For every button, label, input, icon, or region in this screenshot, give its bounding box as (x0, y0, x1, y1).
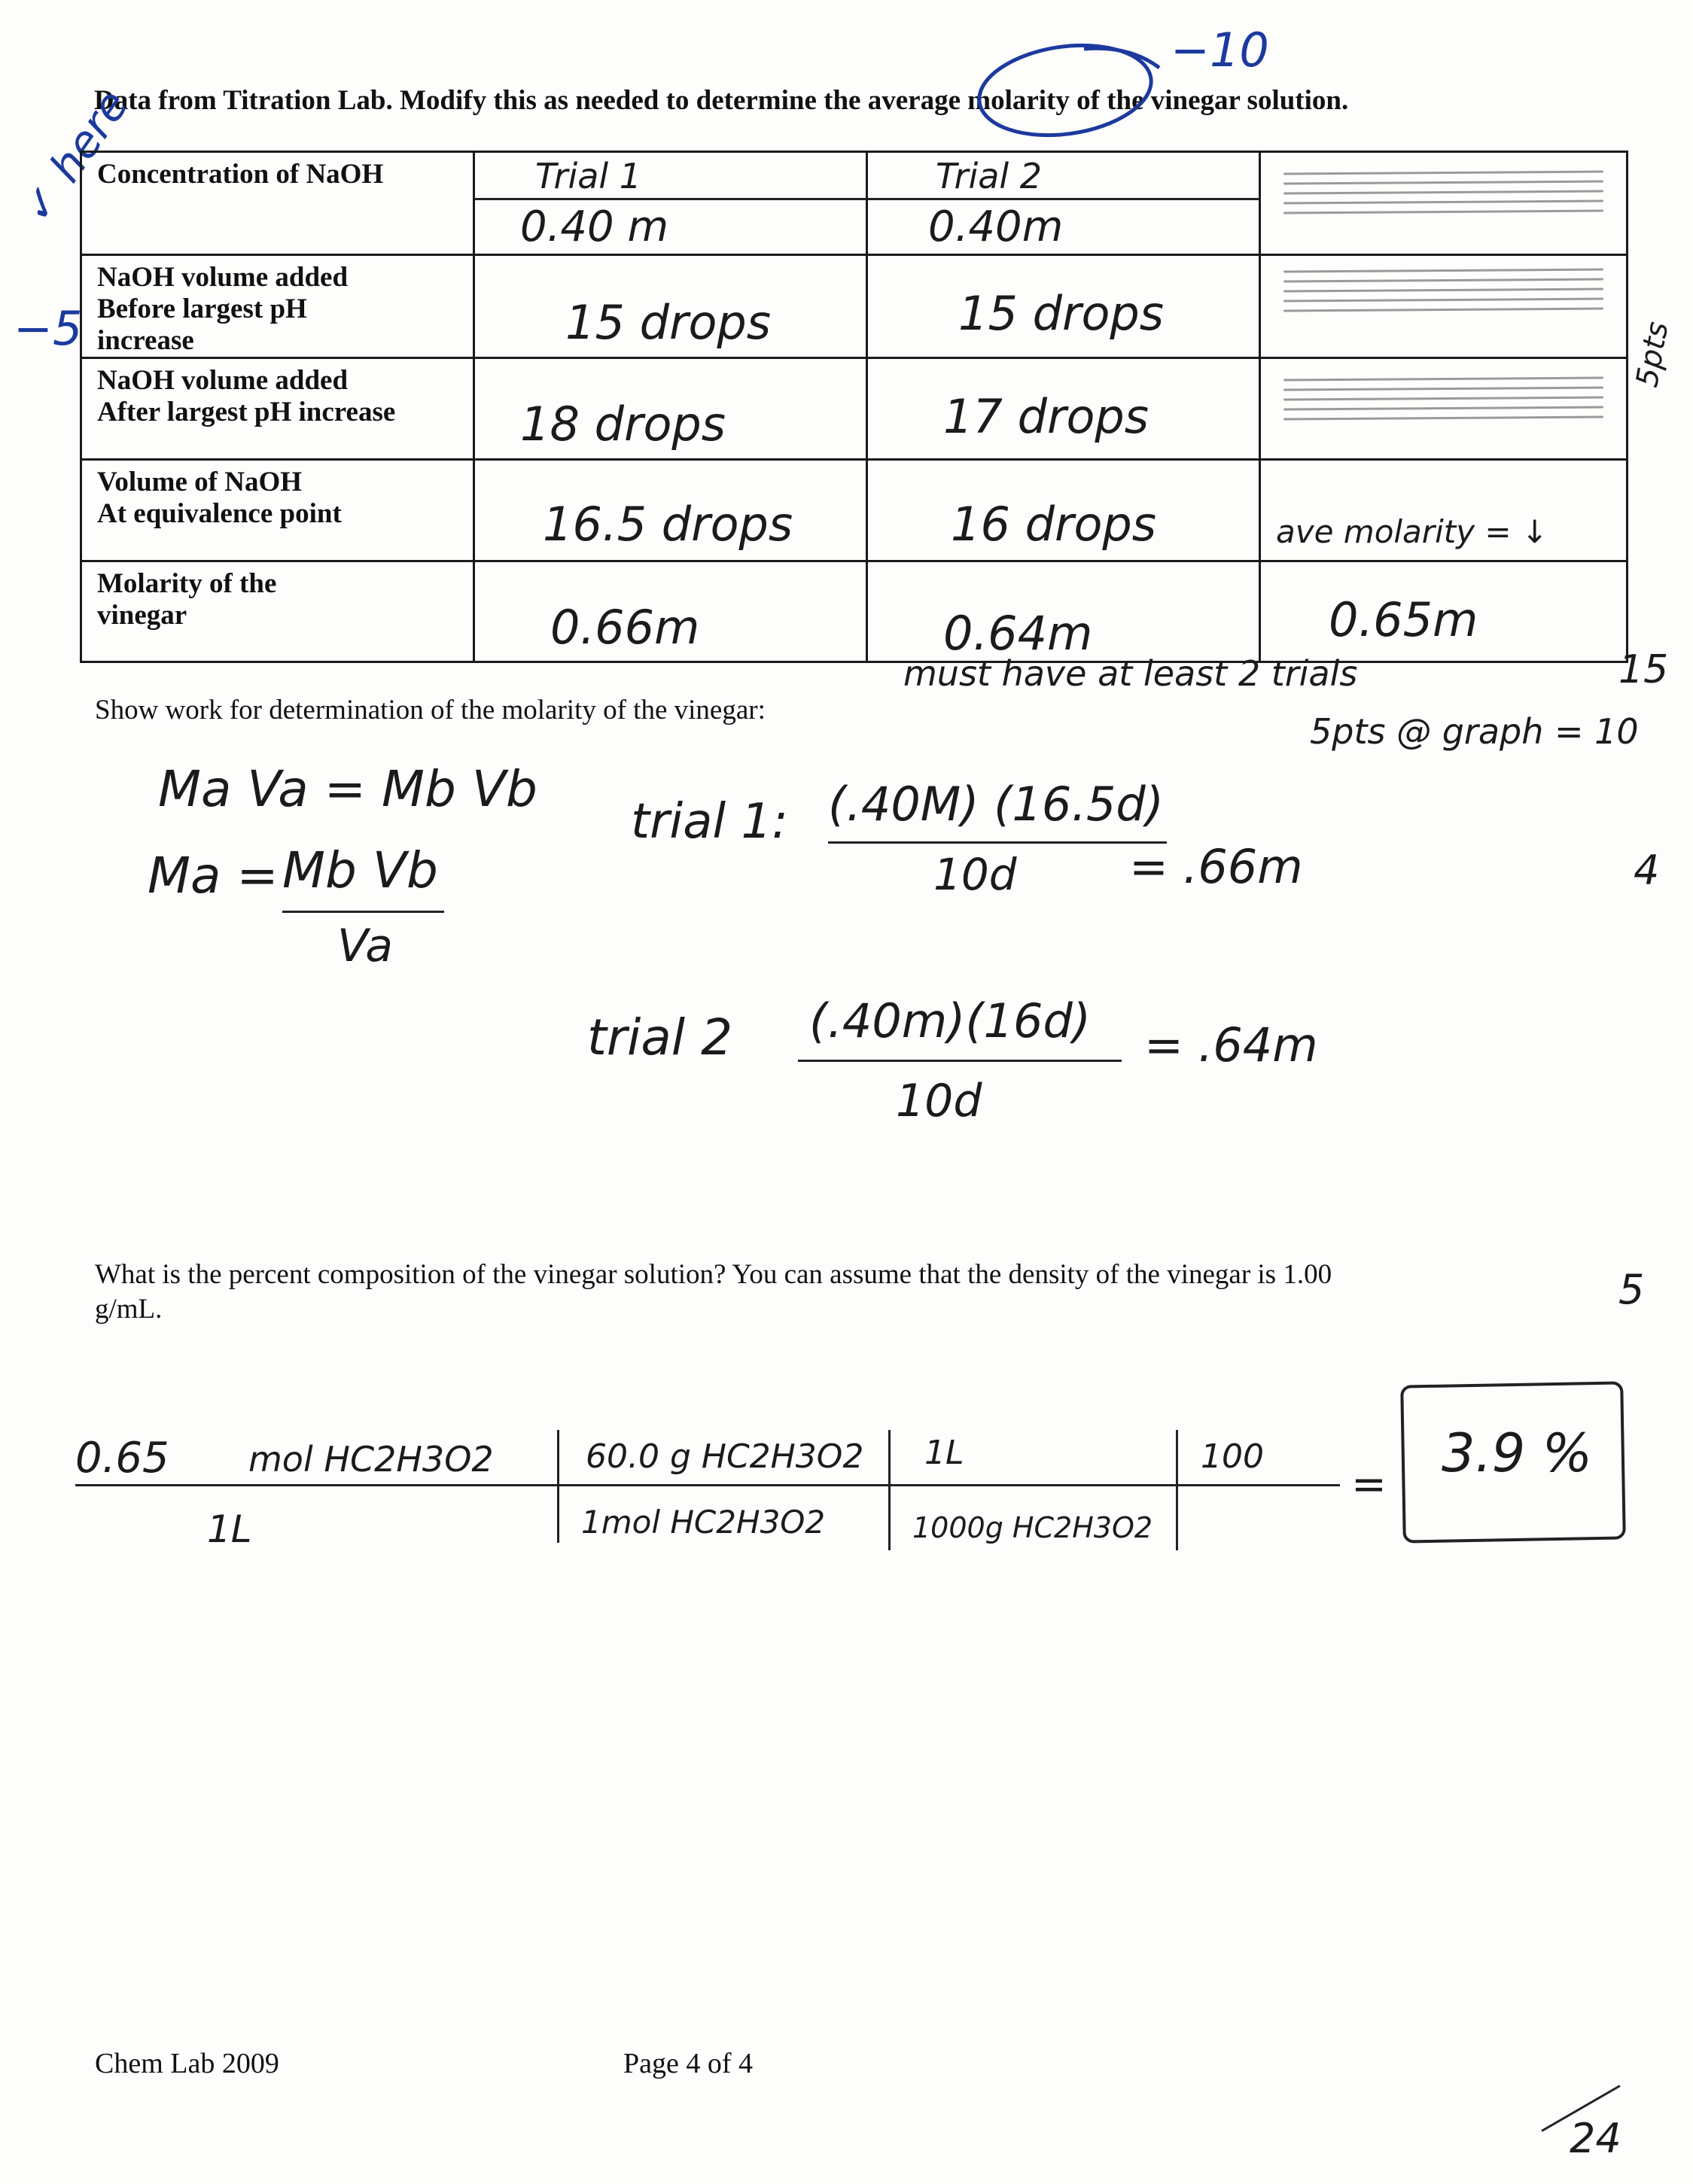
trial2-cell (867, 561, 1260, 662)
scribble-out (1283, 262, 1603, 318)
trial2-value: 15 drops (958, 286, 1165, 341)
conv-term4-num: 100 (1201, 1437, 1264, 1476)
row-label: Concentration of NaOH (81, 152, 474, 255)
trial2-cell (867, 255, 1260, 358)
table-row (81, 460, 1628, 561)
formula-line2-den: Va (337, 920, 393, 972)
row-label: Volume of NaOH At equivalence point (81, 460, 474, 561)
average-molarity-value: 0.65m (1329, 592, 1478, 647)
conversion-bar (888, 1430, 891, 1550)
trial2-value: 0.40m (928, 202, 1064, 251)
trial1-value: 18 drops (520, 397, 726, 452)
footer-page-number: Page 4 of 4 (623, 2048, 754, 2079)
footer-course: Chem Lab 2009 (95, 2048, 279, 2079)
grader-here-mark: ✓ here (11, 80, 139, 233)
trial1-value: 0.40 m (520, 202, 669, 251)
trial1-calc-result: = .66m (1129, 839, 1303, 894)
formula-line2-left: Ma = (148, 847, 279, 905)
table-row (81, 561, 1628, 662)
divider (868, 198, 1259, 200)
work-prompt: Show work for determination of the molarity of the vinegar: (95, 695, 766, 725)
fraction-line (282, 911, 444, 913)
grader-total-score: 24 (1570, 2115, 1621, 2162)
trial1-calc-den: 10d (933, 849, 1017, 900)
fraction-line (75, 1484, 1340, 1486)
row-label: NaOH volume added Before largest pH increase (81, 255, 474, 358)
fraction-line (828, 841, 1167, 844)
trial1-calc-label: trial 1: (631, 794, 788, 850)
trial2-value: 17 drops (943, 389, 1149, 444)
grader-score-table: 15 (1618, 647, 1669, 692)
table-row (81, 255, 1628, 358)
fraction-line (798, 1060, 1122, 1062)
col3-cell (1260, 460, 1628, 561)
trial2-cell (867, 358, 1260, 460)
conversion-bar (1176, 1430, 1178, 1550)
trial2-header: Trial 2 (936, 156, 1043, 196)
grader-minus5: −5 (14, 301, 83, 356)
trial2-calc-num: (.40m)(16d) (809, 993, 1091, 1048)
grader-minus10: −10 (1171, 23, 1269, 78)
grader-score-work: 4 (1634, 847, 1660, 894)
grader-circle-mark (971, 34, 1167, 147)
scribble-out (1283, 370, 1603, 427)
grader-trials-note: must have at least 2 trials (903, 653, 1358, 694)
trial1-value: 0.66m (550, 600, 700, 655)
formula-line2-num: Mb Vb (282, 841, 438, 899)
trial2-calc-result: = .64m (1144, 1017, 1318, 1072)
trial1-cell (474, 460, 867, 561)
row-label: NaOH volume added After largest pH increase (81, 358, 474, 460)
col3-cell (1260, 358, 1628, 460)
scribble-out (1283, 164, 1603, 221)
trial1-cell (474, 358, 867, 460)
trial1-cell (474, 255, 867, 358)
col3-cell (1260, 255, 1628, 358)
trial1-value: 15 drops (565, 295, 772, 350)
trial2-cell (867, 460, 1260, 561)
conv-term3-num: 1L (924, 1434, 964, 1472)
divider (475, 198, 866, 200)
row-label: Molarity of the vinegar (81, 561, 474, 662)
grader-5pts: 5pts (1630, 318, 1676, 390)
trial2-cell (867, 152, 1260, 255)
grader-score-percent: 5 (1618, 1266, 1645, 1313)
conversion-bar (557, 1430, 559, 1543)
trial1-header: Trial 1 (535, 156, 642, 196)
page-title: Data from Titration Lab. Modify this as needed to determine the average molarity of the vinegar solution. (94, 85, 1349, 116)
percent-answer: 3.9 % (1442, 1422, 1593, 1484)
conv-term3-den: 1000g HC2H3O2 (912, 1511, 1153, 1544)
trial2-value: 16 drops (951, 497, 1157, 552)
conv-term2-den: 1mol HC2H3O2 (581, 1504, 826, 1541)
trial1-value: 16.5 drops (543, 497, 793, 552)
table-row (81, 152, 1628, 255)
grader-graph-note: 5pts @ graph = 10 (1310, 711, 1639, 752)
percent-prompt-line1: What is the percent composition of the vinegar solution? You can assume that the density of the vinegar is 1.00 (95, 1259, 1332, 1290)
table-row (81, 358, 1628, 460)
col3-cell (1260, 152, 1628, 255)
average-molarity-note: ave molarity = ↓ (1276, 513, 1548, 550)
trial2-calc-den: 10d (896, 1075, 982, 1127)
col3-cell (1260, 561, 1628, 662)
percent-prompt-line2: g/mL. (95, 1294, 163, 1325)
trial1-cell (474, 152, 867, 255)
trial1-calc-num: (.40M) (16.5d) (828, 777, 1164, 832)
conv-term1-num: 0.65 (75, 1434, 169, 1483)
trial2-value: 0.64m (943, 606, 1093, 661)
conv-term2-num: 60.0 g HC2H3O2 (586, 1437, 864, 1476)
trial1-cell (474, 561, 867, 662)
titration-data-table (80, 151, 1628, 663)
trial2-calc-label: trial 2 (587, 1008, 733, 1066)
conv-equals: = (1351, 1460, 1387, 1509)
formula-line1: Ma Va = Mb Vb (158, 760, 537, 818)
conv-term1-den: 1L (207, 1507, 252, 1551)
conv-term1-unit: mol HC2H3O2 (248, 1439, 494, 1480)
